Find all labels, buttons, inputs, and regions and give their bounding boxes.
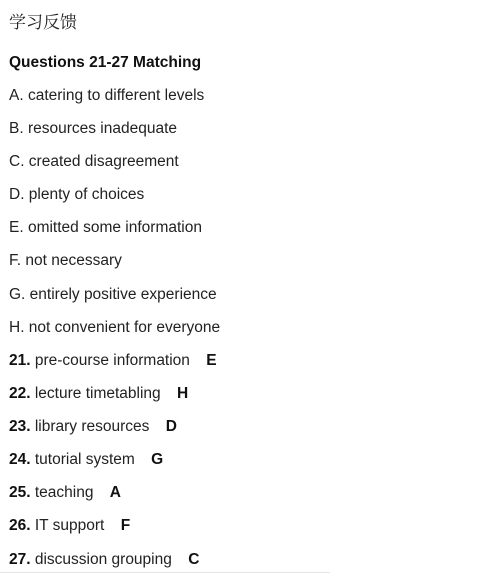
answer-row-23 xyxy=(9,416,217,449)
answer-row-27 xyxy=(9,549,217,582)
answer-row-26 xyxy=(9,515,217,548)
question-text: tutorial system xyxy=(34,451,135,469)
question-number: 25. xyxy=(9,484,35,502)
question-text: discussion grouping xyxy=(34,550,172,568)
question-number: 27. xyxy=(9,550,35,568)
option-c: C. created disagreement xyxy=(9,153,179,171)
question-number: 26. xyxy=(9,517,35,535)
question-number: 22. xyxy=(9,385,35,403)
option-b: B. resources inadequate xyxy=(9,120,178,138)
question-text: pre-course information xyxy=(34,352,190,369)
question-number: 23. xyxy=(9,418,35,436)
matching-options-list xyxy=(9,85,220,350)
answer-list xyxy=(9,350,217,582)
answer-letter: F xyxy=(120,517,131,535)
question-number: 24. xyxy=(9,451,35,469)
option-f: F. not necessary xyxy=(9,252,122,270)
option-g: G. entirely positive experience xyxy=(9,285,217,303)
option-e: E. omitted some information xyxy=(9,219,202,237)
answer-row-24 xyxy=(9,449,217,482)
option-h: H. not convenient for everyone xyxy=(9,318,221,336)
answer-row-25 xyxy=(9,482,217,515)
answer-letter: D xyxy=(165,418,177,436)
section-title: Questions 21-27 Matching xyxy=(9,54,202,71)
question-number: 21. xyxy=(9,352,35,369)
answer-letter: G xyxy=(151,451,164,469)
question-text: IT support xyxy=(34,517,105,535)
answer-row-21 xyxy=(9,350,217,383)
answer-letter: H xyxy=(176,385,189,403)
question-text: teaching xyxy=(34,484,94,502)
question-text: lecture timetabling xyxy=(34,385,161,403)
page-title: 学习反馈 xyxy=(9,13,77,33)
answer-row-22 xyxy=(9,383,217,416)
answer-letter: E xyxy=(206,352,217,369)
answer-letter: A xyxy=(109,484,121,502)
option-a: A. catering to different levels xyxy=(9,87,205,104)
bottom-divider xyxy=(0,572,330,573)
option-d: D. plenty of choices xyxy=(9,186,145,204)
question-text: library resources xyxy=(34,418,150,436)
answer-letter: C xyxy=(188,550,200,568)
